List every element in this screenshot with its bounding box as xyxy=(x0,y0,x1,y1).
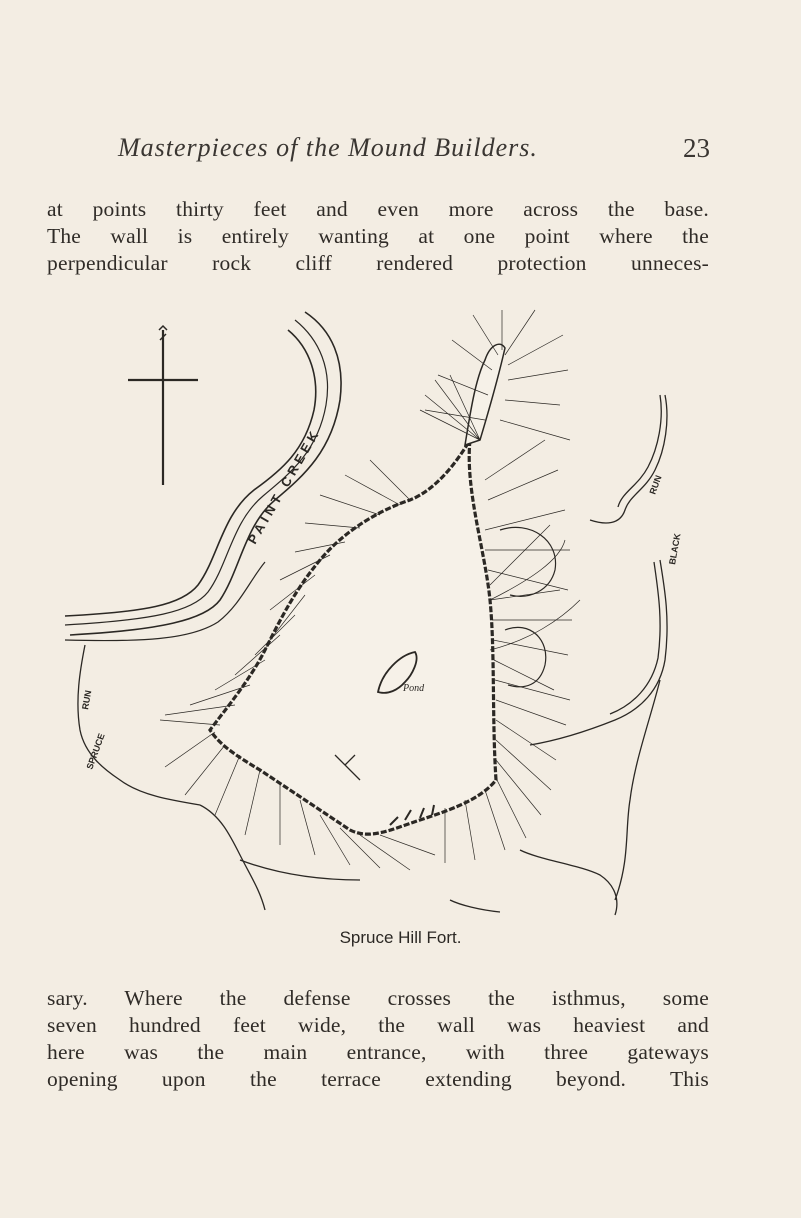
run-right-label: RUN xyxy=(647,473,664,496)
text-line: sary. Where the defense crosses the isthmus, some xyxy=(47,986,709,1010)
figure-caption: Spruce Hill Fort. xyxy=(339,928,462,947)
running-head xyxy=(118,133,710,169)
text-line: The wall is entirely wanting at one point where the xyxy=(47,224,709,248)
paragraph-bottom xyxy=(47,985,709,1093)
creek-label: PAINT CREEK xyxy=(244,425,324,547)
fort-map-figure xyxy=(60,300,700,925)
fort-wall xyxy=(210,440,496,834)
north-arrow-icon xyxy=(128,326,198,485)
text-line: opening upon the terrace extending beyond. This xyxy=(47,1067,709,1091)
pond-label: Pond xyxy=(403,683,425,694)
paragraph-top xyxy=(47,196,709,277)
text-line: perpendicular rock cliff rendered protection unneces- xyxy=(47,251,709,275)
run-left-label: RUN xyxy=(80,689,94,711)
text-line: seven hundred feet wide, the wall was heaviest and xyxy=(47,1013,709,1037)
north-spur xyxy=(465,344,505,445)
running-title: Masterpieces of the Mound Builders. xyxy=(118,133,538,162)
black-label: BLACK xyxy=(667,532,683,566)
fort-map xyxy=(60,300,700,925)
text-line: here was the main entrance, with three gateways xyxy=(47,1040,709,1064)
page-number: 23 xyxy=(683,133,710,163)
text-line: at points thirty feet and even more across the base. xyxy=(47,197,709,221)
east-spurs xyxy=(500,527,556,686)
spruce-label: SPRUCE xyxy=(84,732,107,771)
